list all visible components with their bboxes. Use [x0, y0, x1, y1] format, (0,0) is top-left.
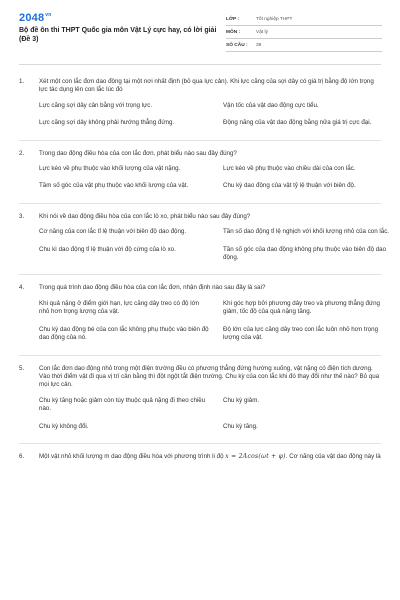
answer-option[interactable]: Lực căng sợi dây cân bằng với trọng lực. — [39, 101, 153, 109]
answer-options — [39, 300, 381, 352]
meta-row-subject — [226, 26, 382, 39]
question-5 — [19, 365, 381, 440]
question-stem: Trong quá trình dao động điều hòa của con lắc đơn, nhận định nào sau đây là sai? — [39, 284, 266, 292]
question-divider — [19, 355, 381, 356]
question-stem — [39, 453, 381, 461]
answer-options — [39, 228, 390, 271]
question-stem: Xét một con lắc đơn dao động tại một nơi nhất định (bỏ qua lực cản). Khi lực căng của sợi dây có giá trị bằng độ lớn trọng lực tác dụng lên con lắc lúc đó — [39, 78, 374, 94]
answer-option[interactable]: Chu kỳ tăng hoặc giảm còn tùy thuộc quả nặng đi theo chiều nào. — [39, 396, 206, 413]
answer-option[interactable]: Khi quả nặng ở điểm giới hạn, lực căng dây treo có độ lớn nhỏ hơn trọng lượng của vật. — [39, 299, 200, 316]
meta-label: LỚP : — [226, 16, 240, 22]
answer-option[interactable]: Lực căng sợi dây không phải hướng thẳng đứng. — [39, 119, 175, 127]
meta-value: 39 — [256, 42, 262, 48]
answer-options — [39, 397, 381, 440]
question-6 — [19, 453, 381, 461]
answer-option[interactable]: Độ lớn của lực căng dây treo con lắc luôn nhỏ hơn trọng lượng của vật. — [223, 325, 379, 342]
question-number: 4. — [19, 284, 25, 292]
answer-option[interactable]: Lực kéo về phụ thuộc vào chiều dài của con lắc. — [223, 165, 356, 173]
question-stem: Trong dao động điều hòa của con lắc đơn, phát biểu nào sau đây đúng? — [39, 149, 237, 157]
answer-option[interactable]: Chu kì dao động tỉ lệ thuận với độ cứng của lò xo. — [39, 245, 176, 253]
question-number: 2. — [19, 149, 25, 157]
answer-option[interactable]: Tần số dao động tỉ lệ nghịch với khối lượng nhỏ của con lắc. — [223, 228, 390, 236]
answer-option[interactable]: Tần số góc của dao động không phụ thuộc vào biên độ dao động. — [223, 245, 387, 262]
question-stem: Con lắc đơn dao động nhỏ trong một điện trường đều có phương thẳng đứng hướng xuống, vật nặng có điện tích dương. Vào thời điểm vật đi qua vị trí cân bằng thì đột ngột tắt điện trường. Chu kỳ của con lắc khi đó thay đổi như thế nào? Bỏ qua mọi lực cản. — [39, 364, 380, 389]
header-divider — [19, 64, 381, 65]
question-divider — [19, 140, 381, 141]
meta-label: MÔN : — [226, 29, 241, 35]
answer-option[interactable]: Động năng của vật dao động bằng nửa giá trị cực đại. — [223, 119, 372, 127]
question-4 — [19, 284, 381, 351]
answer-options — [39, 102, 381, 137]
question-2 — [19, 150, 381, 200]
answer-option[interactable]: Cơ năng của con lắc tỉ lệ thuận với biên độ dao động. — [39, 228, 187, 236]
question-list — [19, 78, 390, 461]
answer-options — [39, 165, 381, 200]
document-header — [0, 0, 400, 62]
answer-option[interactable]: Khi góc hợp bởi phương dây treo và phương thẳng đứng giảm, tốc độ của quả nặng tăng. — [223, 299, 380, 316]
meta-row-question-count — [226, 39, 382, 52]
answer-option[interactable]: Chu kỳ dao động của vật tỷ lệ thuận với biên độ. — [223, 182, 356, 190]
question-number: 6. — [19, 452, 25, 460]
answer-option[interactable]: Chu kỳ không đổi. — [39, 422, 89, 430]
answer-option[interactable]: Lực kéo về phụ thuộc vào khối lượng của vật nặng. — [39, 165, 181, 173]
document-title: Bộ đề ôn thi THPT Quốc gia môn Vật Lý cực hay, có lời giải (Đề 3) — [19, 27, 217, 43]
meta-row-class — [226, 13, 382, 26]
meta-label: SỐ CÂU : — [226, 42, 248, 48]
question-divider — [19, 203, 381, 204]
displacement-formula: x = 2Acos(ωt + φ) — [225, 452, 286, 460]
question-number: 1. — [19, 78, 25, 85]
answer-option[interactable]: Chu kỳ tăng. — [223, 422, 258, 430]
question-number: 5. — [19, 364, 25, 372]
document-meta — [226, 13, 382, 52]
question-stem-text: Một vật nhỏ khối lượng m dao động điều hòa với phương trình li độ — [39, 452, 226, 460]
meta-value: Vật lý — [256, 29, 268, 35]
answer-option[interactable]: Tầm số góc của vật phụ thuộc vào khối lượng của vật. — [39, 182, 189, 190]
question-stem-text: . Cơ năng của vật dao động này là — [285, 452, 381, 460]
question-number: 3. — [19, 212, 25, 220]
question-1 — [19, 78, 381, 137]
answer-option[interactable]: Vận tốc của vật dao động cực tiểu. — [223, 101, 319, 109]
question-stem: Khi nói về dao động điều hòa của con lắc lò xo, phát biểu nào sau đây đúng? — [39, 212, 251, 220]
question-3 — [19, 212, 390, 272]
answer-option[interactable]: Chu kỳ dao động bé của con lắc không phụ thuộc vào biên độ dao động của nó. — [39, 325, 209, 342]
answer-option[interactable]: Chu kỳ giảm. — [223, 396, 260, 404]
meta-value: Tốt nghiệp THPT — [256, 16, 293, 22]
question-divider — [19, 443, 381, 444]
site-logo[interactable]: $2048^{vn}$ — [19, 12, 52, 24]
question-divider — [19, 274, 381, 275]
